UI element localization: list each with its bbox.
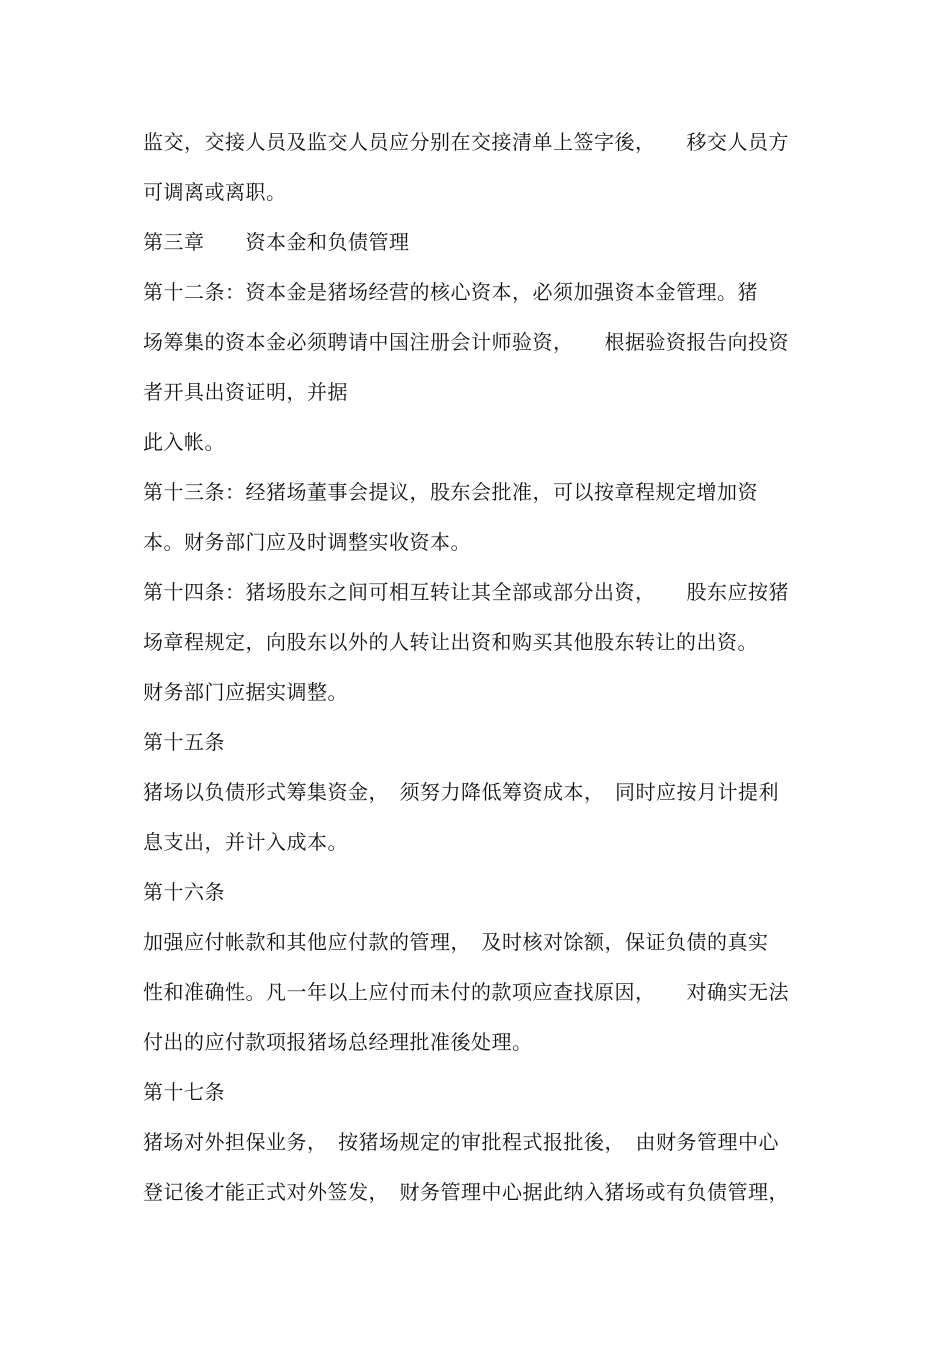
chapter-heading: 第三章 资本金和负债管理 — [143, 230, 410, 254]
article-heading: 第十七条 — [143, 1080, 225, 1104]
text-line: 猪场对外担保业务， 按猪场规定的审批程式报批後， 由财务管理中心 — [143, 1130, 779, 1154]
text-line: 第十四条：猪场股东之间可相互转让其全部或部分出资， 股东应按猪 — [143, 580, 789, 604]
text-line: 登记後才能正式对外签发， 财务管理中心据此纳入猪场或有负债管理， — [143, 1180, 789, 1204]
text-line: 可调离或离职。 — [143, 180, 287, 204]
text-line: 监交，交接人员及监交人员应分别在交接清单上签字後， 移交人员方 — [143, 130, 789, 154]
text-line: 此入帐。 — [143, 430, 225, 454]
text-line: 场章程规定，向股东以外的人转让出资和购买其他股东转让的出资。 — [143, 630, 758, 654]
text-line: 第十三条：经猪场董事会提议，股东会批准，可以按章程规定增加资 — [143, 480, 758, 504]
text-line: 者开具出资证明，并据 — [143, 380, 348, 404]
text-line: 性和准确性。凡一年以上应付而未付的款项应查找原因， 对确实无法 — [143, 980, 789, 1004]
text-line: 猪场以负债形式筹集资金， 须努力降低筹资成本， 同时应按月计提利 — [143, 780, 779, 804]
text-line: 付出的应付款项报猪场总经理批准後处理。 — [143, 1030, 533, 1054]
text-line: 加强应付帐款和其他应付款的管理， 及时核对馀额，保证负债的真实 — [143, 930, 769, 954]
text-line: 息支出，并计入成本。 — [143, 830, 348, 854]
article-heading: 第十五条 — [143, 730, 225, 754]
text-line: 财务部门应据实调整。 — [143, 680, 348, 704]
article-heading: 第十六条 — [143, 880, 225, 904]
text-line: 第十二条：资本金是猪场经营的核心资本，必须加强资本金管理。猪 — [143, 280, 758, 304]
text-line: 本。财务部门应及时调整实收资本。 — [143, 530, 471, 554]
text-line: 场筹集的资本金必须聘请中国注册会计师验资， 根据验资报告向投资 — [143, 330, 789, 354]
